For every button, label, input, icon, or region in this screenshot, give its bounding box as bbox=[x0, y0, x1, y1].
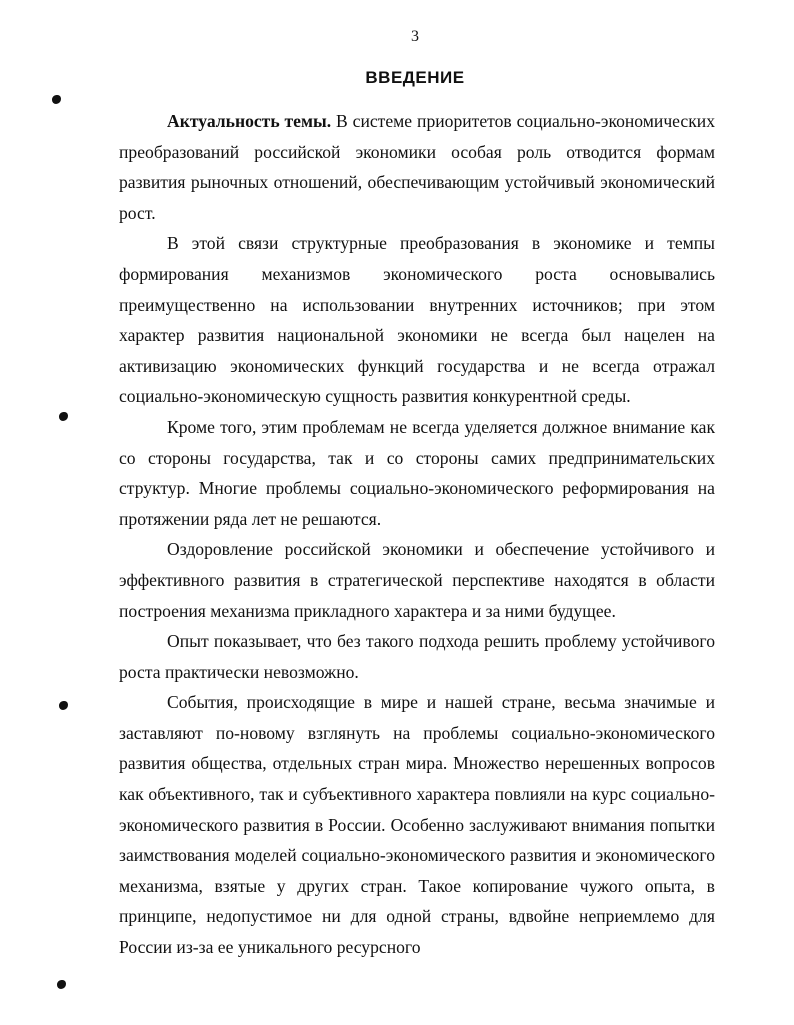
paragraph-text: В системе приоритетов социально-экономических преобразований российской экономики особая роль отводится формам развития рыночных отношений, обеспечивающим устойчивый экономический рост. bbox=[119, 111, 715, 223]
paragraph: Опыт показывает, что без такого подхода решить проблему устойчивого роста практически невозможно. bbox=[119, 631, 715, 682]
paragraph: События, происходящие в мире и нашей стране, весьма значимые и заставляют по-новому взглянуть на проблемы социально-экономического развития общества, отдельных стран мира. Множество нерешенных вопросов как объективного, так и субъективного характера повлияли на курс социально-экономического развития в России. Особенно заслуживают внимания попытки заимствования моделей социально-экономического развития и экономического механизма, взятые у других стран. Такое копирование чужого опыта, в принципе, недопустимое ни для одной страны, вдвойне неприемлемо для России из-за ее уникального ресурсного bbox=[119, 692, 715, 958]
document-body bbox=[119, 106, 715, 963]
paragraph-relevance bbox=[119, 106, 715, 228]
section-heading: ВВЕДЕНИЕ bbox=[365, 68, 465, 87]
binding-hole-mark bbox=[59, 701, 68, 710]
page-number: 3 bbox=[411, 28, 419, 45]
binding-hole-mark bbox=[52, 95, 61, 104]
paragraph-lead: Актуальность темы. bbox=[167, 111, 332, 131]
paragraph: Оздоровление российской экономики и обеспечение устойчивого и эффективного развития в стратегической перспективе находятся в области построения механизма прикладного характера и за ними будущее. bbox=[119, 539, 715, 621]
binding-hole-mark bbox=[57, 980, 66, 989]
binding-hole-mark bbox=[59, 412, 68, 421]
paragraph: Кроме того, этим проблемам не всегда уделяется должное внимание как со стороны государства, так и со стороны самих предпринимательских структур. Многие проблемы социально-экономического реформирования на протяжении ряда лет не решаются. bbox=[119, 416, 715, 529]
paragraph: В этой связи структурные преобразования в экономике и темпы формирования механизмов экономического роста основывались преимущественно на использовании внутренних источников; при этом характер развития национальной экономики не всегда был нацелен на активизацию экономических функций государства и не всегда отражал социально-экономическую сущность развития конкурентной среды. bbox=[119, 233, 715, 407]
